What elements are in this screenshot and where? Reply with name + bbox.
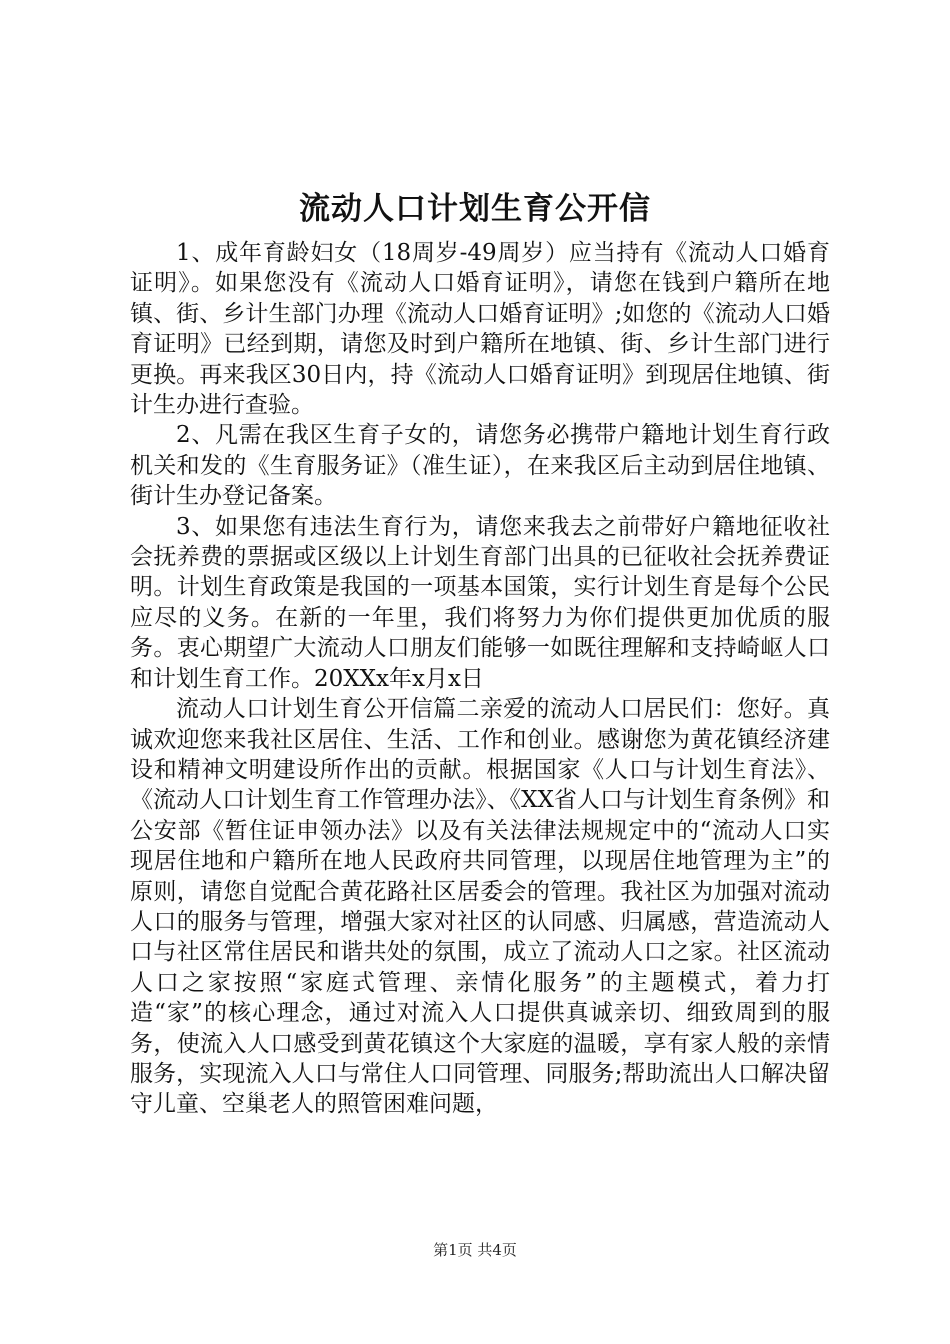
page-number-footer: 第1页 共4页 (433, 1241, 517, 1259)
paragraph-2: 2、凡需在我区生育子女的，请您务必携带户籍地计划生育行政机关和发的《生育服务证》（准生证），在来我区后主动到居住地镇、街计生办登记备案。 (130, 422, 830, 510)
paragraph-3: 3、如果您有违法生育行为，请您来我去之前带好户籍地征收社会抚养费的票据或区级以上计划生育部门出具的已征收社会抚养费证明。计划生育政策是我国的一项基本国策，实行计划生育是每个公民应尽的义务。在新的一年里，我们将努力为你们提供更加优质的服务。衷心期望广大流动人口朋友们能够一如既往理解和支持崎岖人口和计划生育工作。20XXx年x月x日 (130, 513, 830, 692)
paragraph-1: 1、成年育龄妇女（18周岁-49周岁）应当持有《流动人口婚育证明》。如果您没有《流动人口婚育证明》，请您在钱到户籍所在地镇、街、乡计生部门办理《流动人口婚育证明》;如您的《流动人口婚育证明》已经到期，请您及时到户籍所在地镇、街、乡计生部门进行更换。再来我区30日内，持《流动人口婚育证明》到现居住地镇、街计生办进行查验。 (130, 240, 830, 419)
document-title: 流动人口计划生育公开信 (299, 191, 651, 227)
document-body (130, 238, 830, 1120)
paragraph-4: 流动人口计划生育公开信篇二亲爱的流动人口居民们：您好。真诚欢迎您来我社区居住、生活、工作和创业。感谢您为黄花镇经济建设和精神文明建设所作出的贡献。根据国家《人口与计划生育法》、《流动人口计划生育工作管理办法》、《XX省人口与计划生育条例》和公安部《暂住证申领办法》以及有关法律法规规定中的“流动人口实现居住地和户籍所在地人民政府共同管理，以现居住地管理为主”的原则，请您自觉配合黄花路社区居委会的管理。我社区为加强对流动人口的服务与管理，增强大家对社区的认同感、归属感，营造流动人口与社区常住居民和谐共处的氛围，成立了流动人口之家。社区流动人口之家按照“家庭式管理、亲情化服务”的主题模式，着力打造“家”的核心理念，通过对流入人口提供真诚亲切、细致周到的服务，使流入人口感受到黄花镇这个大家庭的温暖，享有家人般的亲情服务，实现流入人口与常住人口同管理、同服务;帮助流出人口解决留守儿童、空巢老人的照管困难问题， (130, 696, 830, 1118)
